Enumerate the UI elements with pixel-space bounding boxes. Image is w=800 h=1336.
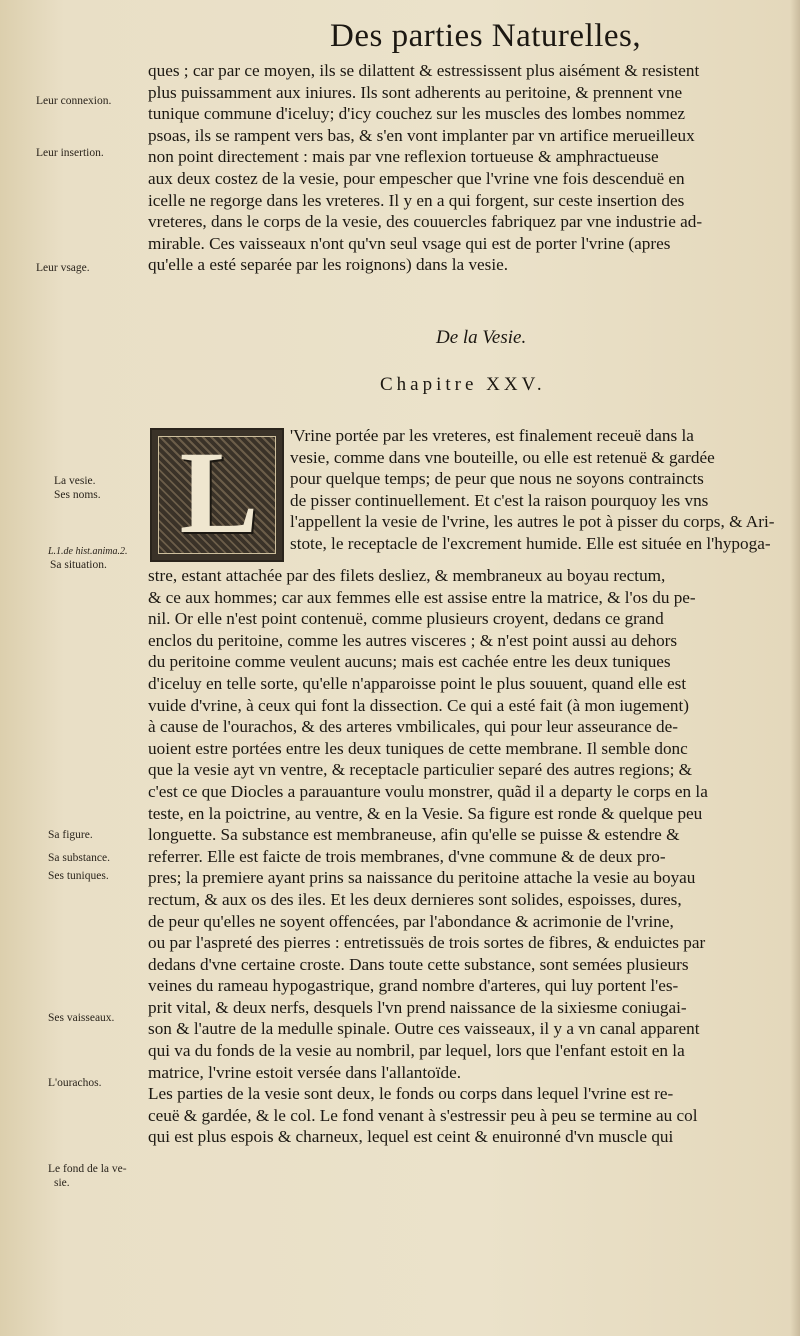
chapter-title: Chapitre XXV.: [380, 374, 546, 395]
text-line: longuette. Sa substance est membraneuse, afin qu'elle se puisse & estendre &: [148, 825, 680, 845]
body-text-block-1: [148, 60, 788, 276]
text-line: d'iceluy en telle sorte, qu'elle n'apparoisse point le plus souuent, quand elle est: [148, 673, 687, 693]
margin-note-vesie: La vesie.: [54, 475, 96, 487]
margin-note-fond-cont: sie.: [54, 1177, 70, 1189]
initial-letter: L: [179, 427, 259, 558]
text-line: icelle ne regorge dans les vreteres. Il y en a qui forgent, sur ceste insertion des: [148, 190, 685, 210]
margin-note-substance: Sa substance.: [48, 852, 110, 864]
margin-note-insertion: Leur insertion.: [36, 147, 104, 159]
margin-note-vaisseaux: Ses vaisseaux.: [48, 1012, 115, 1024]
margin-note-connexion: Leur connexion.: [36, 95, 112, 107]
text-line: referrer. Elle est faicte de trois membranes, d'vne commune & de deux pro-: [148, 846, 666, 866]
text-line: & ce aux hommes; car aux femmes elle est assise entre la matrice, & l'os du pe-: [148, 587, 696, 607]
text-line: pres; la premiere ayant prins sa naissance du peritoine attache la vesie au boyau: [148, 868, 696, 888]
section-title: De la Vesie.: [436, 327, 527, 348]
text-line: enclos du peritoine, comme les autres visceres ; & n'est point aussi au dehors: [148, 630, 678, 650]
text-line: pour quelque temps; de peur que nous ne soyons contraincts: [290, 469, 704, 489]
margin-note-situation: Sa situation.: [50, 559, 107, 571]
text-line: vuide d'vrine, à ceux qui font la dissection. Ce qui a esté fait (à mon iugement): [148, 695, 690, 715]
text-line: ceuë & gardée, & le col. Le fond venant à s'estressir peu à peu se termine au col: [148, 1105, 698, 1125]
text-line: teste, en la poictrine, au ventre, & en la Vesie. Sa figure est ronde & quelque peu: [148, 803, 703, 823]
page-edge-shadow: [790, 0, 800, 1336]
text-line: stote, le receptacle de l'excrement humide. Elle est située en l'hypoga-: [290, 533, 771, 553]
text-line: ques ; car par ce moyen, ils se dilattent & estressissent plus aisément & resistent: [148, 61, 700, 80]
text-line: de pisser continuellement. Et c'est la raison pourquoy les vns: [290, 490, 709, 510]
text-line: qui est plus espois & charneux, lequel est ceint & enuironné d'vn muscle qui: [148, 1127, 674, 1147]
margin-note-ourachos: L'ourachos.: [48, 1077, 102, 1089]
text-line: prit vital, & deux nerfs, desquels l'vn prend naissance de la sixiesme coniugai-: [148, 997, 687, 1017]
text-line: psoas, ils se rampent vers bas, & s'en vont implanter par vn artifice merueilleux: [148, 125, 695, 145]
text-line: uoient estre portées entre les deux tuniques de cette membrane. Il semble donc: [148, 738, 688, 758]
text-line: plus puissamment aux iniures. Ils sont adherents au peritoine, & prennent vne: [148, 82, 683, 102]
text-line: c'est ce que Diocles a parauanture voulu monstrer, quãd il a departy le corps en la: [148, 781, 708, 801]
text-line: du peritoine comme veulent aucuns; mais est cachée entre les deux tuniques: [148, 652, 671, 672]
margin-note-noms: Ses noms.: [54, 489, 101, 501]
text-line: tunique commune d'iceluy; d'icy couchez sur les muscles des lombes nommez: [148, 104, 685, 124]
text-line: matrice, l'vrine estoit versée dans l'allantoïde.: [148, 1062, 462, 1082]
text-line: dedans d'vne certaine croste. Dans toute cette substance, sont semées plusieurs: [148, 954, 689, 974]
margin-notes: [0, 0, 150, 1336]
text-line: vreteres, dans le corps de la vesie, des couuercles fabriquez par vne industrie ad-: [148, 212, 703, 232]
text-line: stre, estant attachée par des filets desliez, & membraneux au boyau rectum,: [148, 566, 666, 585]
margin-note-reference: L.1.de hist.anima.2.: [48, 546, 128, 557]
text-line: 'Vrine portée par les vreteres, est finalement receuë dans la: [290, 426, 694, 445]
body-text-block-2: [290, 425, 788, 555]
text-line: aux deux costez de la vesie, pour empescher que l'vrine vne fois descenduë en: [148, 168, 685, 188]
text-line: vesie, comme dans vne bouteille, ou elle est retenuë & gardée: [290, 447, 715, 467]
margin-note-figure: Sa figure.: [48, 829, 93, 841]
margin-note-fond: Le fond de la ve-: [48, 1163, 127, 1175]
text-line: non point directement : mais par vne reflexion tortueuse & amphractueuse: [148, 147, 659, 167]
text-line: ou par l'aspreté des pierres : entretissuës de trois sortes de fibres, & enduictes par: [148, 933, 706, 953]
text-line: veines du rameau hypogastrique, grand nombre d'arteres, qui luy portent l'es-: [148, 976, 679, 996]
text-line: rectum, & aux os des iles. Et les deux dernieres sont solides, espoisses, dures,: [148, 889, 682, 909]
text-line: Les parties de la vesie sont deux, le fonds ou corps dans lequel l'vrine est re-: [148, 1084, 674, 1104]
text-line: l'appellent la vesie de l'vrine, les autres le pot à pisser du corps, & Ari-: [290, 512, 775, 532]
margin-note-vsage: Leur vsage.: [36, 262, 90, 274]
decorated-initial: [150, 428, 284, 562]
text-line: son & l'autre de la medulle spinale. Outre ces vaisseaux, il y a vn canal apparent: [148, 1019, 700, 1039]
text-line: mirable. Ces vaisseaux n'ont qu'vn seul vsage qui est de porter l'vrine (apres: [148, 233, 671, 253]
text-line: qui va du fonds de la vesie au nombril, par lequel, lors que l'enfant estoit en la: [148, 1041, 685, 1061]
text-line: à cause de l'ourachos, & des arteres vmbilicales, qui pour leur asseurance de-: [148, 717, 678, 737]
text-line: nil. Or elle n'est point contenuë, comme plusieurs croyent, dedans ce grand: [148, 609, 664, 629]
text-line: qu'elle a esté separée par les roignons) dans la vesie.: [148, 255, 509, 275]
body-text-block-3: [148, 565, 788, 1148]
text-line: que la vesie ayt vn ventre, & receptacle particulier separé des autres regions; &: [148, 760, 693, 780]
running-header: Des parties Naturelles,: [330, 18, 642, 54]
text-line: de peur qu'elles ne soyent offencées, par l'abondance & acrimonie de l'vrine,: [148, 911, 674, 931]
margin-note-tuniques: Ses tuniques.: [48, 870, 109, 882]
